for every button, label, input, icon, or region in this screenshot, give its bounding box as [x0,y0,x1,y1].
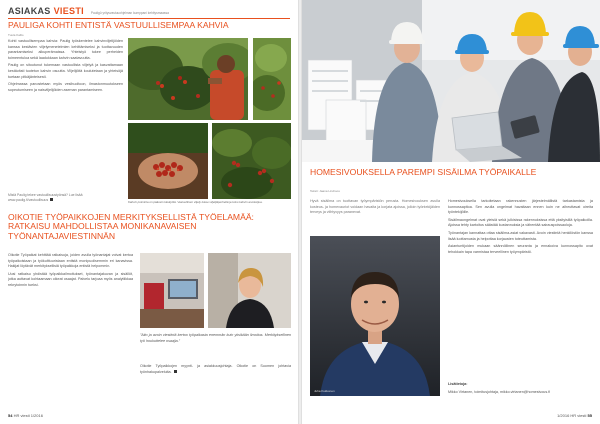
contact-label: Lisätietoja: [448,382,468,386]
article3-headline: HOMESIVOUKSELLA PAREMPI SISÄILMA TYÖPAIKALLE [310,167,537,177]
paragraph: Kohti vastuullisempaa kahvia: Paulig työskentelee kahvinviljelijöiden kanssa kestävien viljelymenetelmien kehittämiseksi ja tuottavuuden parantamiseksi alkuperämaissa. Yhteistyö tukee perheiden toimeentuloa sekä laadukkaan kahvin saatavuutta. [8,39,123,60]
article3-body [448,199,593,375]
article2-headline: OIKOTIE TYÖPAIKKOJEN MERKITYKSELLISTÄ TYÖELAMÄÄ: RATKAISU MAHDOLLISTAA MONIKANAVAISEN TYÖNANTAJAVIESTINNÄN [8,212,254,241]
header-rule [8,18,290,19]
section-tagline: Pauligü yritysvastuuohjelman kumppani kehitysmaassa [90,11,169,15]
portrait-man-photo [310,236,440,396]
paragraph: Paulig on sitoutunut tukemaan vastuullista viljelyä ja kasvattamaan kestävästi tuotetun kahvin osuutta. Viljelijöitä koulutetaan ja yhteisöjä tuetaan pitkäjänteisesti. [8,63,123,79]
coffee-cherries-hands-photo [128,123,208,199]
paragraph: Homesivouksella tarkoitetaan rakennusten järjestelmällistä tarkastamista ja kunnossapitoa. Sen avulla ongelmat havaitaan ennen kuin ne aiheuttavat oireita työntekijöille. [448,199,593,215]
section-header [8,6,169,16]
article2-bio: Oikotie Työpaikkojen myynti- ja asiakkuusjohtaja. Oikotie on Suomen johtavia työnhakupalveluita. [140,364,291,374]
portrait-woman-photo [208,253,291,328]
section-label: ASIAKAS [8,6,51,16]
paragraph: Ohjelmassa panostetaan myös vesihuoltoon, ilmastonmuutokseen sopeutumiseen ja naisviljelijöiden aseman parantamiseen. [8,82,123,92]
article1-photo-caption: Kahvin poiminta on pääosin käsityötä. Vastuullinen viljely tukee viljelijäperheitä ja koko kahvin arvoketjua. [128,200,263,204]
article1-body [8,39,123,189]
section-label-accent: VIESTI [53,6,84,16]
left-page [0,0,298,424]
page-number: 54 [8,413,13,418]
contact-info: Mikko Virtanen, toimitusjohtaja, mikko.virtanen@homesivous.fi [448,389,551,394]
engineers-hero-photo [302,0,600,162]
article3-byline: Teksti: Jaana Lindroos [310,189,340,193]
article3-contact [448,382,593,402]
photo-credit: Juha Kukkonen [314,389,335,393]
paragraph: Uusi ratkaisu yhdistää työpaikkailmoitukset, työnantajakuvan ja sisällöt, jotka auttavat kohtaamaan oikeat osaajat. Palvelu tarjoaa myös analytiikkaa rekrytoinnin tueksi. [8,271,133,287]
paragraph: Asiantuntijoiden mukaan säännöllinen seuranta ja ennakoiva kunnossapito ovat tehokkain tapa varmistaa terveellinen työympäristö. [448,244,593,254]
coffee-plant-photo [253,38,291,120]
page-folio-left [8,413,43,418]
right-page [302,0,600,424]
paragraph: Oikotie Työpaikat kehittää ratkaisuja, joiden avulla työnantajat voivat kertoa työpaikoistaan ja työkulttuuristaan entistä monipuolisemmin eri kanavissa. Hakijat löytävät merkityksellisiä työpaikkoja entistä helpommin. [8,253,133,269]
article3-intro: Hyvä sisäilma on tuottavan työympäristön perusta. Homesivouksen avulla kosteus- ja homevauriot voidaan havaita ja korjata ajoissa, jolloin työntekijäiden terveys ja viihtyvyys paranevat. [310,199,440,215]
article1-headline: PAULIGA KOHTI ENTISTÄ VASTUULLISEMPAA KAHVIA [8,20,229,30]
end-mark [50,198,53,201]
article1-note: Mistä Paulig tekee vastuullisuustyönsä? Lue lisää www.paulig.fi/vastuullisuus [8,193,83,202]
paragraph: Työnantajan kannattaa ottaa sisäilma-asiat vakavasti. Avoin viestintä henkilöstön kanssa lisää luottamusta ja helpottaa korjausten toteuttamista. [448,230,593,241]
coffee-branches-photo [212,123,291,199]
end-mark [174,370,177,373]
article2-quote: ”Aito ja avoin viestintä kertoo työpaikasta enemmän kuin yksikään ilmoitus. Merkityksellinen työ houkuttelee osaajia.” [140,333,291,343]
folio-text: HR viesti 1/2016 [13,413,43,418]
article1-byline: Tuula Kallio [8,33,24,37]
page-folio-right [557,413,592,418]
folio-text: 1/2016 HR viesti [557,413,587,418]
office-photo [140,253,204,328]
page-number: 55 [587,413,592,418]
article2-body [8,253,133,403]
coffee-harvest-photo [128,38,248,120]
paragraph: Sisäilmaongelmat ovat yleisiä sekä julkisissa rakennuksissa että yksityisillä työpaikoilla. Ajoissa tehty kartoitus säästää kustannuksia ja vähentää sairauspoissaoloja. [448,217,593,228]
